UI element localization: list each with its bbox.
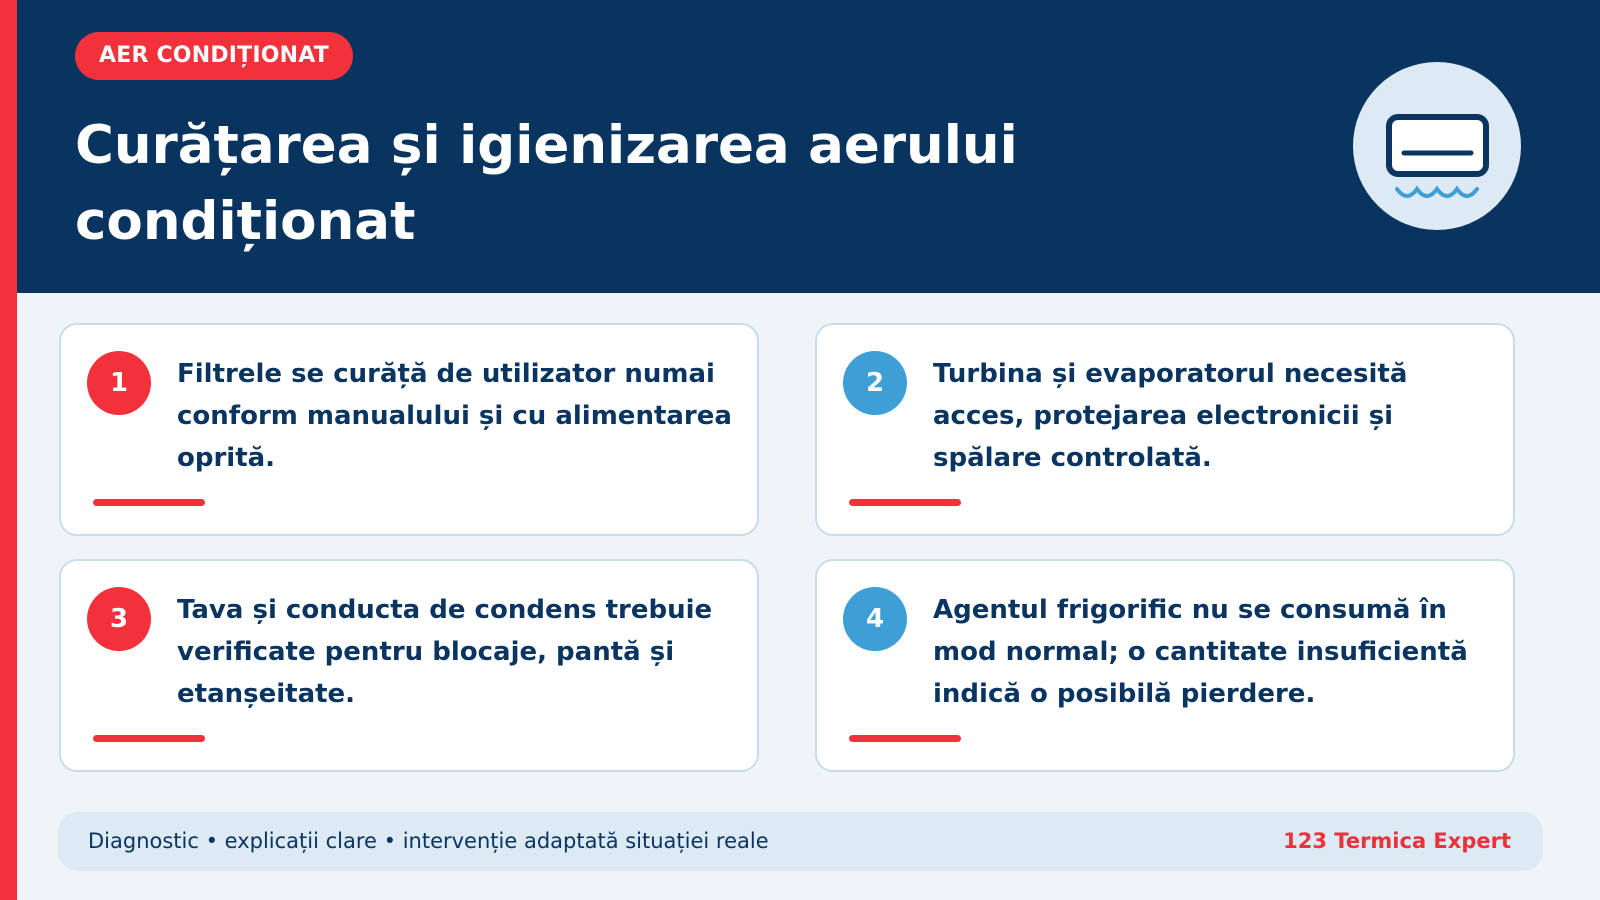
left-accent-bar [0,0,17,900]
brand-name: 123 Termica Expert [1283,829,1511,853]
card-text: Tava și conducta de condens trebuie verificate pentru blocaje, pantă și etanșeitate. [177,595,713,709]
card-number-badge: 3 [87,587,151,651]
card-text: Filtrele se curăță de utilizator numai conform manualului și cu alimentarea oprită. [177,359,732,473]
card-accent-line [849,499,961,506]
card-accent-line [849,735,961,742]
footer-tagline: Diagnostic • explicații clare • intervenție adaptată situației reale [88,829,769,853]
category-badge: AER CONDIȚIONAT [75,32,353,80]
info-card [815,323,1515,536]
card-text: Agentul frigorific nu se consumă în mod normal; o cantitate insuficientă indică o posibilă pierdere. [933,595,1468,709]
info-card [59,323,759,536]
card-number-badge: 4 [843,587,907,651]
air-conditioner-icon [1353,62,1521,230]
card-number-badge: 1 [87,351,151,415]
footer-bar [58,812,1543,871]
card-number-badge: 2 [843,351,907,415]
header-banner [17,0,1600,293]
info-card [815,559,1515,772]
info-card [59,559,759,772]
page-title: Curățarea și igienizarea aerului condiționat [75,115,1018,252]
card-text: Turbina și evaporatorul necesită acces, protejarea electronicii și spălare controlată. [933,359,1408,473]
card-accent-line [93,499,205,506]
card-accent-line [93,735,205,742]
